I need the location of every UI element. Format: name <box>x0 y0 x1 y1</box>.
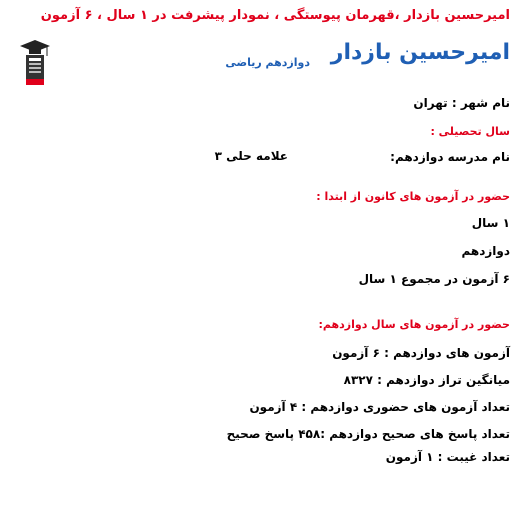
twelfth-absent: تعداد غیبت : ۱ آزمون <box>385 450 510 464</box>
twelfth-in-person: تعداد آزمون های حضوری دوازدهم : ۴ آزمون <box>249 400 510 414</box>
student-name: امیرحسین بازدار <box>330 40 510 65</box>
since-start-years: ۱ سال <box>471 216 510 230</box>
graduate-logo-icon <box>20 40 50 86</box>
since-start-grade: دوازدهم <box>461 244 510 258</box>
twelfth-avg-score: میانگین تراز دوازدهم : ۸۳۲۷ <box>343 373 510 387</box>
twelfth-exams: آزمون های دوازدهم : ۶ آزمون <box>332 346 510 360</box>
page-headline: امیرحسین بازدار ،قهرمان پیوستگی ، نمودار پیشرفت در ۱ سال ، ۶ آزمون <box>40 8 510 23</box>
student-grade: دوازدهم ریاضی <box>225 56 310 69</box>
since-start-total: ۶ آزمون در مجموع ۱ سال <box>358 272 510 286</box>
school-label: نام مدرسه دوازدهم: <box>390 150 510 164</box>
since-start-heading: حضور در آزمون های کانون از ابتدا : <box>316 190 510 203</box>
city-line: نام شهر : تهران <box>413 96 510 110</box>
academic-year-label: سال تحصیلی : <box>430 125 510 138</box>
twelfth-correct: تعداد پاسخ های صحیح دوازدهم :۴۵۸ پاسخ صحیح <box>226 427 510 441</box>
school-value: علامه حلی ۳ <box>214 149 288 163</box>
twelfth-year-heading: حضور در آزمون های سال دوازدهم: <box>318 318 510 331</box>
